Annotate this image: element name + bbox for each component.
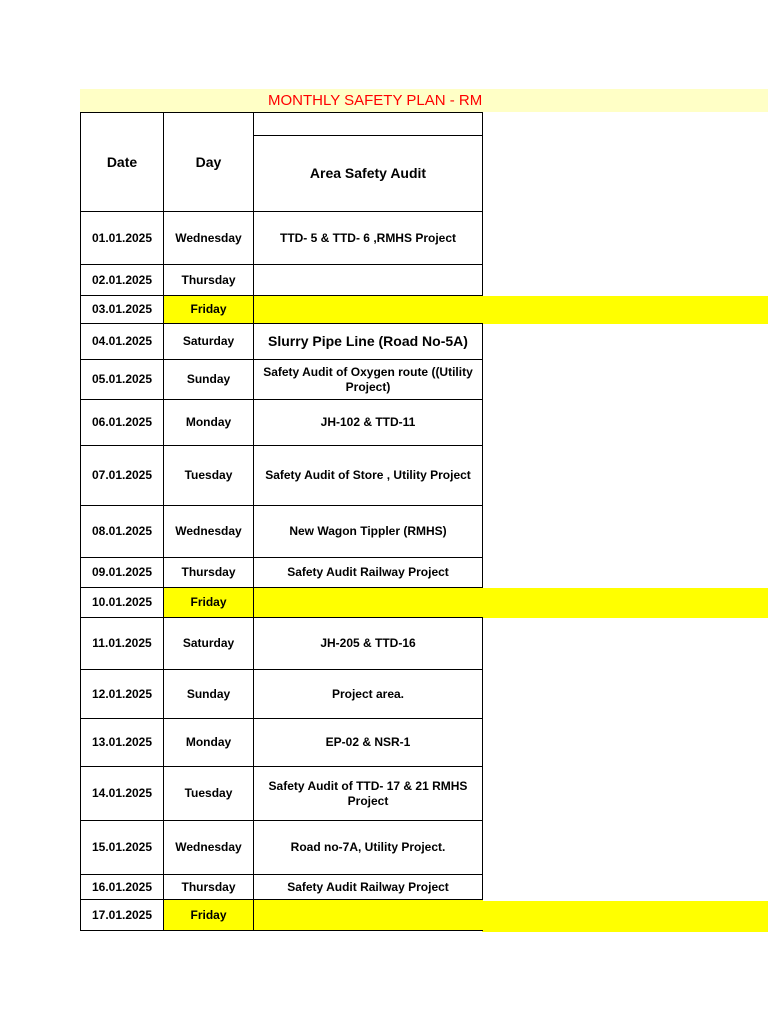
table-row (81, 719, 483, 767)
table-row (81, 558, 483, 588)
date-cell: 13.01.2025 (81, 719, 164, 767)
table-row (81, 212, 483, 265)
friday-highlight (482, 296, 768, 324)
table-row-friday (81, 296, 483, 324)
table-row-friday (81, 900, 483, 931)
header-blank-cell (254, 113, 483, 136)
date-cell: 06.01.2025 (81, 400, 164, 446)
date-cell: 08.01.2025 (81, 506, 164, 558)
table-row-friday (81, 588, 483, 618)
date-cell: 16.01.2025 (81, 875, 164, 900)
header-day: Day (164, 113, 254, 212)
table-row (81, 618, 483, 670)
audit-cell: EP-02 & NSR-1 (254, 719, 483, 767)
friday-highlight (482, 901, 768, 932)
table-row (81, 400, 483, 446)
day-cell: Wednesday (164, 506, 254, 558)
safety-plan-table (80, 112, 483, 931)
day-cell: Thursday (164, 875, 254, 900)
friday-highlight (482, 588, 768, 618)
day-cell-friday: Friday (164, 900, 254, 931)
day-cell: Sunday (164, 670, 254, 719)
audit-cell: Road no-7A, Utility Project. (254, 821, 483, 875)
date-cell: 01.01.2025 (81, 212, 164, 265)
audit-cell: JH-102 & TTD-11 (254, 400, 483, 446)
day-cell: Wednesday (164, 212, 254, 265)
table-row (81, 875, 483, 900)
day-cell: Thursday (164, 265, 254, 296)
day-cell: Tuesday (164, 446, 254, 506)
table-row (81, 670, 483, 719)
table-row (81, 446, 483, 506)
header-date: Date (81, 113, 164, 212)
audit-cell: New Wagon Tippler (RMHS) (254, 506, 483, 558)
audit-cell (254, 588, 483, 618)
header-audit: Area Safety Audit (254, 136, 483, 212)
day-cell: Saturday (164, 324, 254, 360)
day-cell: Tuesday (164, 767, 254, 821)
date-cell: 04.01.2025 (81, 324, 164, 360)
table-row (81, 506, 483, 558)
date-cell: 15.01.2025 (81, 821, 164, 875)
audit-cell: Safety Audit of Oxygen route ((Utility Project) (254, 360, 483, 400)
audit-cell: JH-205 & TTD-16 (254, 618, 483, 670)
audit-cell: TTD- 5 & TTD- 6 ,RMHS Project (254, 212, 483, 265)
table-row (81, 821, 483, 875)
header-row (81, 113, 483, 136)
day-cell: Monday (164, 400, 254, 446)
day-cell: Thursday (164, 558, 254, 588)
audit-cell (254, 900, 483, 931)
day-cell-friday: Friday (164, 588, 254, 618)
day-cell: Saturday (164, 618, 254, 670)
audit-cell: Safety Audit of TTD- 17 & 21 RMHS Project (254, 767, 483, 821)
date-cell: 03.01.2025 (81, 296, 164, 324)
day-cell: Wednesday (164, 821, 254, 875)
table-row (81, 265, 483, 296)
audit-cell: Project area. (254, 670, 483, 719)
day-cell: Monday (164, 719, 254, 767)
date-cell: 14.01.2025 (81, 767, 164, 821)
date-cell: 11.01.2025 (81, 618, 164, 670)
audit-cell: Safety Audit Railway Project (254, 875, 483, 900)
audit-cell: Slurry Pipe Line (Road No-5A) (254, 324, 483, 360)
audit-cell (254, 265, 483, 296)
table-row (81, 360, 483, 400)
date-cell: 17.01.2025 (81, 900, 164, 931)
date-cell: 12.01.2025 (81, 670, 164, 719)
table-row (81, 324, 483, 360)
audit-cell (254, 296, 483, 324)
date-cell: 02.01.2025 (81, 265, 164, 296)
date-cell: 09.01.2025 (81, 558, 164, 588)
date-cell: 10.01.2025 (81, 588, 164, 618)
audit-cell: Safety Audit of Store , Utility Project (254, 446, 483, 506)
table-row (81, 767, 483, 821)
audit-cell: Safety Audit Railway Project (254, 558, 483, 588)
date-cell: 05.01.2025 (81, 360, 164, 400)
date-cell: 07.01.2025 (81, 446, 164, 506)
day-cell: Sunday (164, 360, 254, 400)
sheet-title: MONTHLY SAFETY PLAN - RM (268, 92, 482, 109)
day-cell-friday: Friday (164, 296, 254, 324)
